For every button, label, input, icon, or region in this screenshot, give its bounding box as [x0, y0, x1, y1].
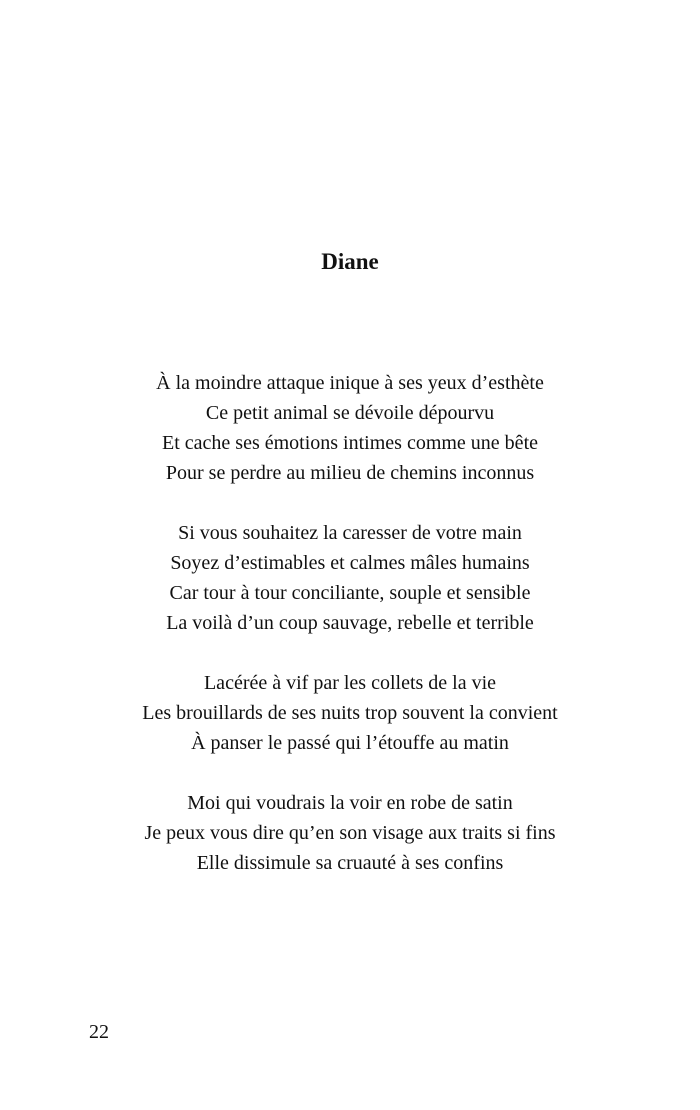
verse-line: Moi qui voudrais la voir en robe de satin: [187, 792, 513, 814]
stanza-2: [0, 518, 700, 638]
verse-line: Les brouillards de ses nuits trop souvent la convient: [142, 702, 558, 724]
verse-line: À panser le passé qui l’étouffe au matin: [191, 732, 509, 754]
verse-line: Si vous souhaitez la caresser de votre main: [178, 522, 522, 544]
page-number: 22: [89, 1021, 109, 1043]
verse-line: Et cache ses émotions intimes comme une bête: [162, 432, 538, 454]
stanza-4: [0, 788, 700, 878]
verse-line: Lacérée à vif par les collets de la vie: [203, 672, 497, 694]
verse-line: Je peux vous dire qu’en son visage aux traits si fins: [144, 822, 556, 844]
stanza-3: [0, 668, 700, 758]
verse-line: Elle dissimule sa cruauté à ses confins: [196, 852, 504, 874]
verse-line: La voilà d’un coup sauvage, rebelle et terrible: [166, 612, 534, 634]
verse-line: Car tour à tour conciliante, souple et sensible: [169, 582, 531, 604]
poem-title: Diane: [321, 249, 379, 274]
verse-line: Soyez d’estimables et calmes mâles humains: [170, 552, 530, 574]
verse-line: Pour se perdre au milieu de chemins inconnus: [165, 462, 535, 484]
poem-body: [0, 368, 700, 908]
verse-line: À la moindre attaque inique à ses yeux d’esthète: [156, 372, 544, 394]
stanza-1: [0, 368, 700, 488]
verse-line: Ce petit animal se dévoile dépourvu: [205, 402, 495, 424]
